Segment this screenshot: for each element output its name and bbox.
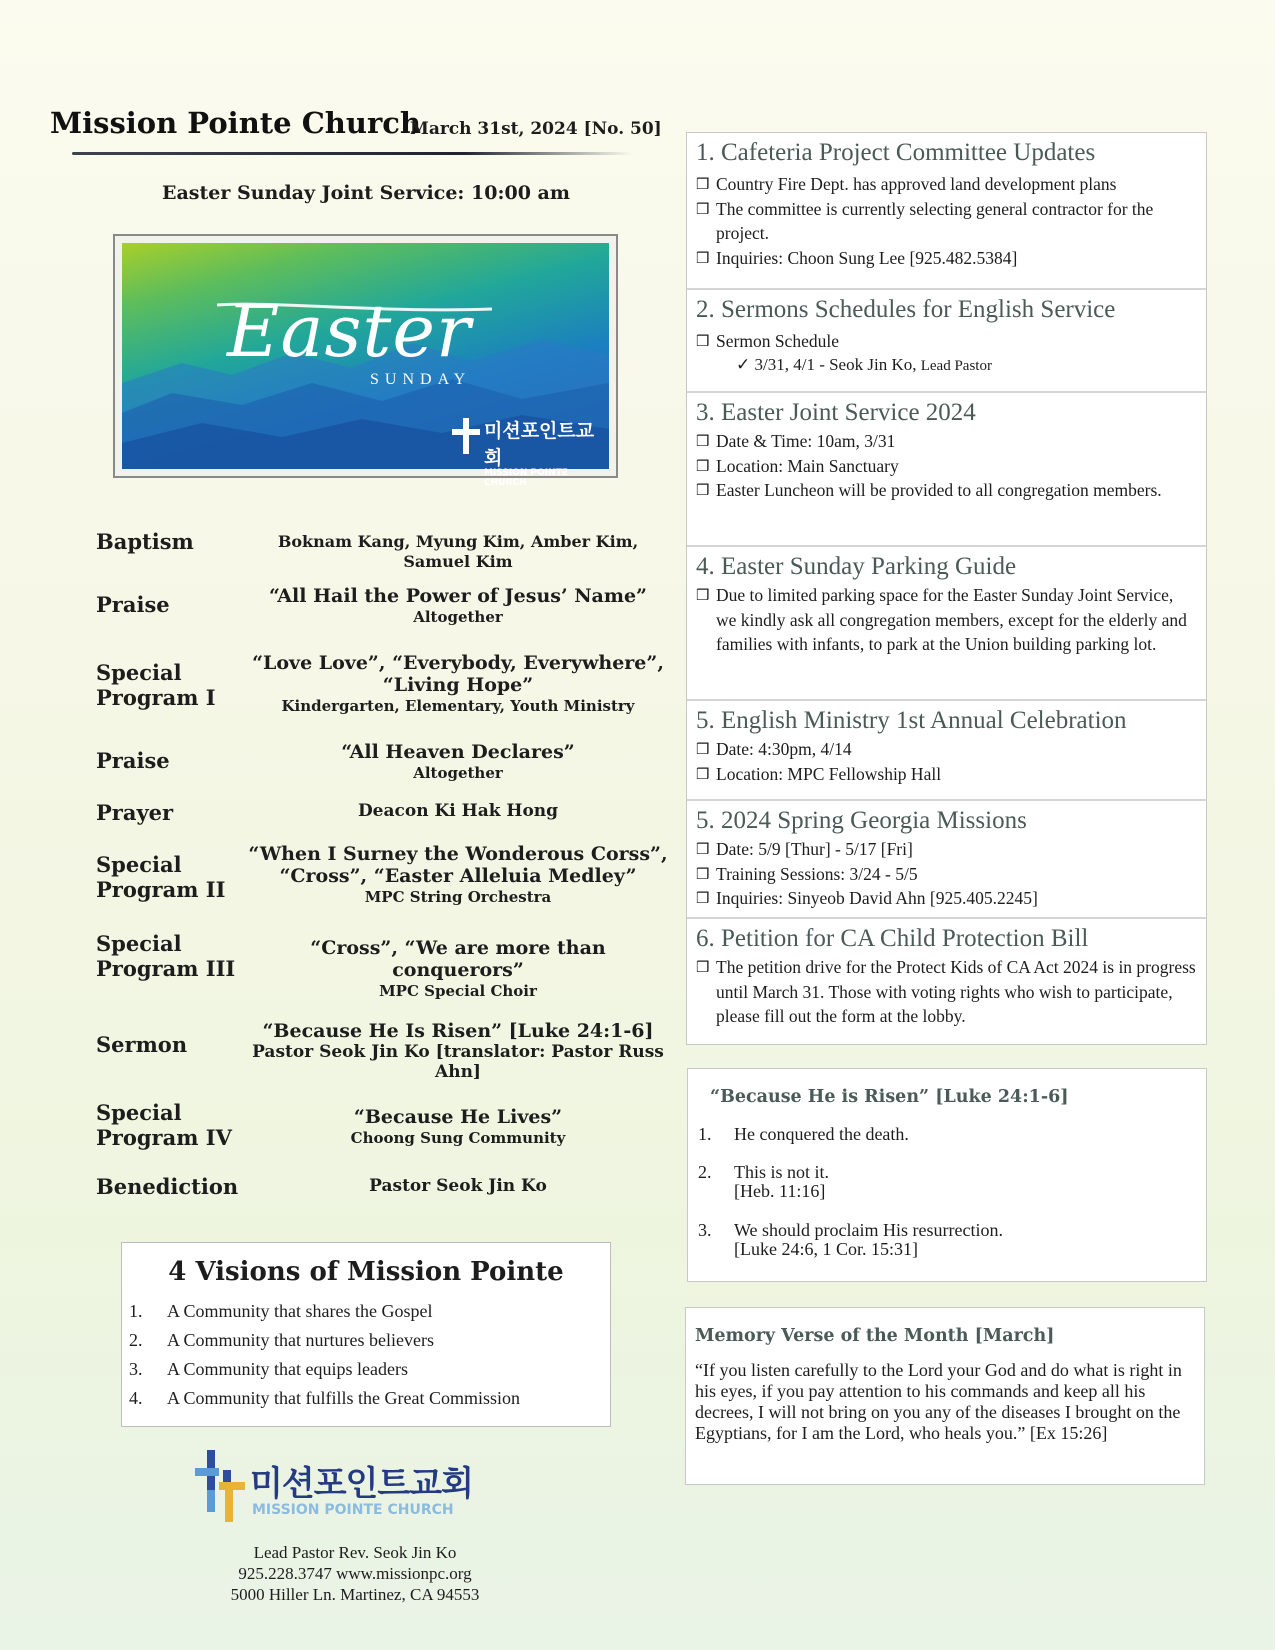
os-title: “Love Love”, “Everybody, Everywhere”, “Living Hope” <box>252 652 664 696</box>
os-item-special-program-2 <box>243 843 673 907</box>
announcement-text: 3/31, 4/1 - Seok Jin Ko, <box>754 354 917 374</box>
os-label-praise-2: Praise <box>96 748 170 773</box>
os-sub: Boknam Kang, Myung Kim, Amber Kim, Samuel Kim <box>277 532 639 571</box>
os-label-baptism: Baptism <box>96 529 194 554</box>
os-sub: Pastor Seok Jin Ko <box>369 1176 547 1196</box>
logo-korean-name: 미션포인트교회 <box>250 1464 473 1504</box>
os-label-special-program-3: Special Program III <box>96 931 236 981</box>
memory-verse-box <box>685 1307 1205 1485</box>
outline-text: We should proclaim His resurrection. <box>734 1220 1003 1240</box>
vision-item <box>129 1326 610 1355</box>
announcement-text: Due to limited parking space for the Easter Sunday Joint Service, we kindly ask all congregation members, except for the elderly and families with infants, to park at the Union building parking lot. <box>716 585 1187 654</box>
outline-point <box>698 1125 909 1144</box>
os-sub: Deacon Ki Hak Hong <box>357 801 559 821</box>
announcement-parking <box>687 545 1206 699</box>
announcement-line <box>696 762 1196 787</box>
announcement-text: Country Fire Dept. has approved land development plans <box>716 174 1117 194</box>
church-logo <box>195 1450 495 1530</box>
os-item-praise <box>243 585 673 627</box>
os-sub: Choong Sung Community <box>350 1129 566 1147</box>
bulletin-date: March 31st, 2024 [No. 50] <box>410 119 662 139</box>
announcement-text: Training Sessions: 3/24 - 5/5 <box>716 863 918 884</box>
os-label-special-program-2: Special Program II <box>96 852 226 902</box>
announcement-line <box>696 429 1196 454</box>
os-item-benediction <box>243 1176 673 1196</box>
announcement-title: 3. Easter Joint Service 2024 <box>696 399 976 426</box>
announcement-line <box>696 886 1196 911</box>
checkbox-icon: ❒ <box>696 199 710 218</box>
checkbox-icon: ❒ <box>696 332 710 350</box>
church-title: Mission Pointe Church <box>50 106 421 140</box>
announcement-text: Inquiries: Sinyeob David Ahn [925.405.2245] <box>716 888 1038 908</box>
checkbox-icon: ❒ <box>696 481 710 499</box>
os-label-special-program-1: Special Program I <box>96 660 216 710</box>
announcement-line <box>696 197 1196 246</box>
footer-address: 5000 Hiller Ln. Martinez, CA 94553 <box>230 1585 480 1604</box>
announcement-text: Location: Main Sanctuary <box>716 455 899 476</box>
banner-logo-english: MISSION POINTE CHURCH <box>484 468 568 488</box>
os-item-special-program-3 <box>243 937 673 1001</box>
outline-text: This is not it. <box>734 1162 830 1182</box>
os-item-special-program-1 <box>243 652 673 716</box>
os-sub: Altogether <box>413 608 503 626</box>
announcement-line <box>696 862 1196 887</box>
outline-point <box>698 1221 1003 1259</box>
announcement-title: 5. 2024 Spring Georgia Missions <box>696 807 1027 834</box>
service-time: Easter Sunday Joint Service: 10:00 am <box>162 182 570 204</box>
outline-point <box>698 1163 829 1201</box>
announcement-title: 6. Petition for CA Child Protection Bill <box>696 925 1089 952</box>
vision-text: A Community that nurtures believers <box>167 1330 434 1350</box>
announcement-line <box>696 737 1196 762</box>
announcement-cafeteria <box>687 133 1206 288</box>
outline-reference: [Luke 24:6, 1 Cor. 15:31] <box>734 1239 918 1259</box>
announcement-text: The petition drive for the Protect Kids of CA Act 2024 is in progress until March 31. Those with voting rights who wish to participate, please fill out the form at the lobby. <box>716 957 1196 1026</box>
os-title: “Because He Is Risen” [Luke 24:1-6] <box>262 1020 654 1042</box>
checkbox-icon: ❒ <box>696 248 710 267</box>
vision-number: 1. <box>129 1301 143 1321</box>
checkbox-icon: ❒ <box>696 432 710 450</box>
announcement-title: 4. Easter Sunday Parking Guide <box>696 553 1017 580</box>
sermon-outline-title: “Because He is Risen” [Luke 24:1-6] <box>710 1087 1069 1107</box>
footer-contact <box>170 1542 540 1605</box>
visions-box <box>121 1242 611 1427</box>
os-label-prayer: Prayer <box>96 800 174 825</box>
banner-sunday-text: SUNDAY <box>370 371 472 388</box>
os-item-baptism <box>243 532 673 572</box>
os-item-special-program-4 <box>243 1106 673 1148</box>
announcement-line <box>696 837 1196 862</box>
os-label-special-program-4: Special Program IV <box>96 1100 232 1150</box>
announcement-line <box>696 454 1196 479</box>
checkbox-icon: ❒ <box>696 740 710 758</box>
announcement-text: Date: 4:30pm, 4/14 <box>716 739 852 759</box>
church-cross-icon <box>195 1450 245 1530</box>
announcement-text: Easter Luncheon will be provided to all congregation members. <box>716 480 1162 500</box>
check-icon: ✓ <box>736 354 751 374</box>
outline-text: He conquered the death. <box>734 1124 909 1144</box>
announcement-title: 1. Cafeteria Project Committee Updates <box>696 139 1096 166</box>
announcement-sermon-schedule <box>687 288 1206 391</box>
outline-number: 1. <box>698 1124 712 1144</box>
outline-reference: [Heb. 11:16] <box>734 1181 826 1201</box>
banner-easter-script: Easter <box>227 289 472 373</box>
visions-list <box>122 1297 610 1413</box>
announcement-text: Inquiries: Choon Sung Lee [925.482.5384] <box>716 247 1018 268</box>
os-title: “When I Surney the Wonderous Corss”, “Cross”, “Easter Alleluia Medley” <box>248 843 668 887</box>
announcement-title: 5. English Ministry 1st Annual Celebration <box>696 707 1127 734</box>
checkbox-icon: ❒ <box>696 456 710 475</box>
os-item-prayer <box>243 801 673 821</box>
announcement-text: The committee is currently selecting general contractor for the project. <box>716 198 1154 243</box>
announcement-line <box>696 246 1196 271</box>
announcement-text: Location: MPC Fellowship Hall <box>716 763 942 784</box>
os-label-benediction: Benediction <box>96 1174 239 1199</box>
checkbox-icon: ❒ <box>696 889 710 907</box>
os-label-sermon: Sermon <box>96 1032 188 1057</box>
announcement-line <box>696 478 1196 503</box>
vision-text: A Community that fulfills the Great Commission <box>167 1388 520 1408</box>
vision-number: 3. <box>129 1359 143 1379</box>
announcement-line <box>696 172 1196 197</box>
os-sub: Pastor Seok Jin Ko [translator: Pastor Russ Ahn] <box>252 1042 664 1082</box>
outline-number: 3. <box>698 1220 712 1240</box>
vision-item <box>129 1384 610 1413</box>
banner-church-logo <box>452 416 609 488</box>
announcement-line <box>696 955 1196 1029</box>
outline-number: 2. <box>698 1162 712 1182</box>
memory-verse-title: Memory Verse of the Month [March] <box>695 1326 1055 1346</box>
os-title: “Because He Lives” <box>353 1106 563 1128</box>
checkbox-icon: ❒ <box>696 864 710 883</box>
os-sub: MPC Special Choir <box>379 982 537 1000</box>
announcement-line <box>696 583 1196 657</box>
vision-item <box>129 1297 610 1326</box>
logo-english-name: MISSION POINTE CHURCH <box>252 1502 454 1518</box>
footer-phone-website: 925.228.3747 www.missionpc.org <box>238 1564 472 1583</box>
vision-number: 2. <box>129 1330 143 1350</box>
announcement-georgia-missions <box>687 799 1206 917</box>
announcement-petition <box>687 917 1206 1044</box>
os-sub: Kindergarten, Elementary, Youth Ministry <box>281 697 635 715</box>
memory-verse-text: “If you listen carefully to the Lord your God and do what is right in his eyes, if you pay attention to his commands and keep all his decrees, I will not bring on you any of the diseases I brought on the Egyptians, for I am the Lord, who heals you.” [Ex 15:26] <box>695 1360 1182 1443</box>
announcement-line <box>696 329 1196 354</box>
os-sub: MPC String Orchestra <box>364 888 552 906</box>
os-item-sermon <box>243 1020 673 1082</box>
vision-text: A Community that shares the Gospel <box>167 1301 433 1321</box>
vision-text: A Community that equips leaders <box>167 1359 408 1379</box>
os-title: “All Heaven Declares” <box>341 741 575 763</box>
checkbox-icon: ❒ <box>696 764 710 783</box>
checkbox-icon: ❒ <box>696 840 710 858</box>
checkbox-icon: ❒ <box>696 958 710 976</box>
title-divider <box>72 152 632 155</box>
vision-item <box>129 1355 610 1384</box>
announcement-role: Lead Pastor <box>920 357 992 374</box>
easter-banner <box>122 243 609 488</box>
os-item-praise-2 <box>243 741 673 783</box>
banner-cross-icon <box>452 418 480 454</box>
announcement-text: Date: 5/9 [Thur] - 5/17 [Fri] <box>716 839 913 859</box>
checkbox-icon: ❒ <box>696 586 710 604</box>
vision-number: 4. <box>129 1388 143 1408</box>
announcement-easter-service <box>687 391 1206 545</box>
banner-logo-korean: 미션포인트교회 <box>484 420 595 469</box>
easter-banner-frame <box>113 234 618 488</box>
os-sub: Altogether <box>413 764 503 782</box>
sermon-outline-box <box>687 1068 1207 1282</box>
checkbox-icon: ❒ <box>696 175 710 193</box>
announcements-panel <box>686 132 1207 1045</box>
os-title: “Cross”, “We are more than conquerors” <box>310 937 606 981</box>
visions-title: 4 Visions of Mission Pointe <box>168 1257 564 1287</box>
footer-pastor: Lead Pastor Rev. Seok Jin Ko <box>253 1543 457 1562</box>
announcement-title: 2. Sermons Schedules for English Service <box>696 296 1116 323</box>
announcement-text: Sermon Schedule <box>716 331 839 351</box>
announcement-subline <box>696 354 1196 377</box>
announcement-text: Date & Time: 10am, 3/31 <box>716 431 896 451</box>
os-label-praise: Praise <box>96 592 170 617</box>
announcement-english-ministry <box>687 699 1206 799</box>
os-title: “All Hail the Power of Jesus’ Name” <box>268 585 647 607</box>
